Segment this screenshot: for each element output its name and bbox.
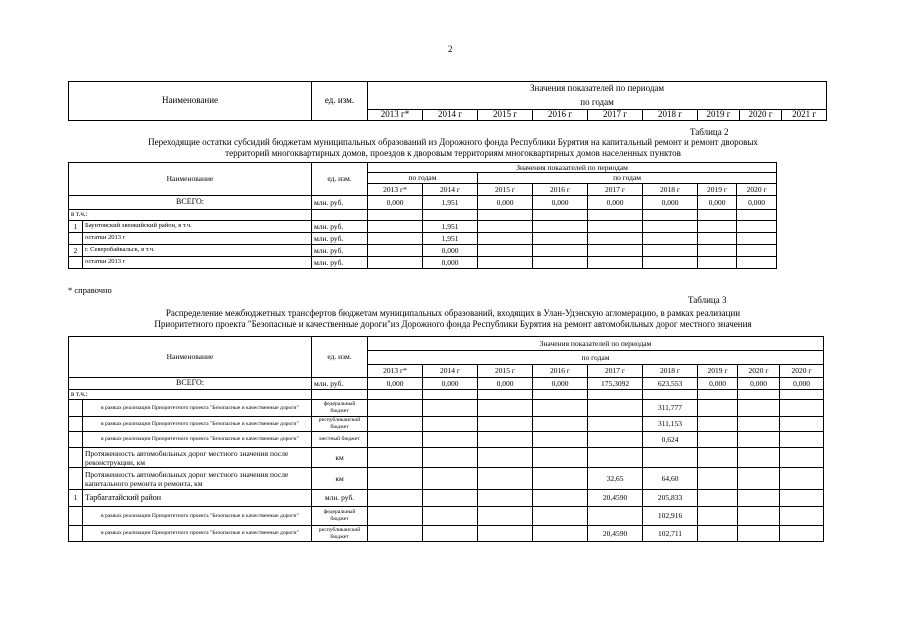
table-row (69, 526, 824, 542)
row-value (738, 490, 780, 507)
row-value (533, 468, 588, 490)
row-number (69, 448, 83, 468)
year-header: 2016 г (533, 110, 588, 121)
t2-year-header: 2017 г (588, 184, 643, 196)
row-number (69, 400, 83, 417)
row-value (533, 448, 588, 468)
row-value (533, 432, 588, 448)
row-unit: федеральный бюджет (312, 507, 368, 526)
row-unit: млн. руб. (312, 257, 368, 269)
row-value (738, 526, 780, 542)
t3-by-years: по годам (368, 351, 824, 365)
row-number: 1 (69, 221, 83, 233)
header-table (68, 81, 827, 121)
row-value (533, 507, 588, 526)
page-number: 2 (448, 44, 453, 54)
row-value (533, 417, 588, 432)
row-value (737, 245, 777, 257)
t3-total-value: 0,000 (780, 378, 824, 390)
row-name: остатки 2013 г (83, 257, 312, 269)
row-value-2018: 0,624 (643, 432, 698, 448)
row-value (478, 400, 533, 417)
t3-total-label: ВСЕГО: (69, 378, 312, 390)
t3-total-value: 0,000 (738, 378, 780, 390)
row-value-2018: 311,777 (643, 400, 698, 417)
row-value (478, 417, 533, 432)
row-value (368, 400, 423, 417)
row-name: Баунтовский эвенкийский район, в т.ч. (83, 221, 312, 233)
row-value-2014: 0,000 (423, 245, 478, 257)
row-unit: млн. руб. (312, 233, 368, 245)
row-value (643, 233, 698, 245)
t2-year-header: 2018 г (643, 184, 698, 196)
t3-year-header: 2020 г (738, 365, 780, 378)
row-value-2014: 1,951 (423, 221, 478, 233)
row-value-2018: 311,153 (643, 417, 698, 432)
row-unit: млн. руб. (312, 221, 368, 233)
table-row (69, 490, 824, 507)
t3-unit-header: ед. изм. (312, 337, 368, 378)
t2-total-value: 0,000 (478, 196, 533, 210)
row-name: г. Северобайкальск, в т.ч. (83, 245, 312, 257)
table2-number: Таблица 2 (690, 127, 729, 137)
row-number (69, 507, 83, 526)
table-row (69, 257, 777, 269)
table-row (69, 245, 777, 257)
table-row (69, 507, 824, 526)
t3-year-header: 2016 г (533, 365, 588, 378)
row-name: в рамках реализации Приоритетного проекта "Безопасные и качественные дороги" (83, 507, 312, 526)
t2-name-header: Наименование (69, 163, 312, 196)
row-value (423, 400, 478, 417)
row-value (588, 257, 643, 269)
row-value (368, 221, 423, 233)
row-value (588, 233, 643, 245)
row-value (780, 432, 824, 448)
t2-total-value: 1,951 (423, 196, 478, 210)
row-value (478, 507, 533, 526)
row-name: остатки 2013 г (83, 233, 312, 245)
row-value (423, 417, 478, 432)
row-value (368, 432, 423, 448)
t3-incl-label: в т.ч.: (69, 390, 312, 400)
row-value (780, 468, 824, 490)
row-number: 2 (69, 245, 83, 257)
row-value (698, 468, 738, 490)
t3-year-header: 2015 г (478, 365, 533, 378)
row-value (780, 448, 824, 468)
row-value (698, 233, 737, 245)
row-value (533, 245, 588, 257)
row-value (478, 245, 533, 257)
row-value (423, 507, 478, 526)
t2-total-value: 0,000 (588, 196, 643, 210)
row-value-2018: 102,916 (643, 507, 698, 526)
t3-total-value: 0,000 (698, 378, 738, 390)
t3-year-header: 2017 г (588, 365, 643, 378)
row-value (588, 245, 643, 257)
row-value (780, 417, 824, 432)
row-value (698, 400, 738, 417)
row-value (780, 400, 824, 417)
row-value (533, 490, 588, 507)
table-row (69, 221, 777, 233)
t2-total-label: ВСЕГО: (69, 196, 312, 210)
t3-total-unit: млн. руб. (312, 378, 368, 390)
name-header: Наименование (69, 82, 312, 121)
row-value-2017: 32,65 (588, 468, 643, 490)
table3-caption-line2: Приоритетного проекта "Безопасные и качественные дороги"из Дорожного фонда Республики Бурятия на ремонт автомобильных дорог местного значения (154, 319, 752, 329)
row-value-2017 (588, 507, 643, 526)
row-value (780, 507, 824, 526)
row-value (698, 448, 738, 468)
row-value (698, 417, 738, 432)
row-number (69, 468, 83, 490)
row-value (643, 245, 698, 257)
t3-year-header: 2020 г (780, 365, 824, 378)
year-header: 2015 г (478, 110, 533, 121)
row-value-2017 (588, 400, 643, 417)
table2-caption-line1: Переходящие остатки субсидий бюджетам муниципальных образований из Дорожного фонда Республики Бурятия на капитальный ремонт и ремонт дворовых (148, 137, 758, 147)
row-number (69, 233, 83, 245)
t3-name-header: Наименование (69, 337, 312, 378)
row-value (698, 490, 738, 507)
row-value (368, 507, 423, 526)
row-value (698, 507, 738, 526)
t3-year-header: 2014 г (423, 365, 478, 378)
t3-total-value: 0,000 (423, 378, 478, 390)
t2-unit-header: ед. изм. (312, 163, 368, 196)
t3-year-header: 2013 г* (368, 365, 423, 378)
year-header: 2018 г (643, 110, 698, 121)
row-value-2018: 205,833 (643, 490, 698, 507)
unit-header: ед. изм. (312, 82, 368, 121)
table-row (69, 400, 824, 417)
t2-total-value: 0,000 (737, 196, 777, 210)
table-row (69, 417, 824, 432)
t3-total-value: 0,000 (533, 378, 588, 390)
row-number (69, 417, 83, 432)
row-value (533, 257, 588, 269)
row-value (368, 417, 423, 432)
row-value (643, 221, 698, 233)
row-value-2014: 1,951 (423, 233, 478, 245)
t3-total-value: 175,3092 (588, 378, 643, 390)
row-value (738, 400, 780, 417)
t3-values-header: Значения показателей по периодам (368, 337, 824, 351)
t2-total-value: 0,000 (698, 196, 737, 210)
row-unit: км (312, 468, 368, 490)
t2-by-years-2: по годам (478, 173, 777, 184)
t2-year-header: 2014 г (423, 184, 478, 196)
row-value (698, 221, 737, 233)
row-value (368, 257, 423, 269)
t2-total-value: 0,000 (368, 196, 423, 210)
row-value (478, 432, 533, 448)
t2-by-years-1: по годам (368, 173, 478, 184)
row-value (368, 526, 423, 542)
year-header: 2021 г (782, 110, 827, 121)
table3 (68, 336, 824, 542)
row-value (738, 432, 780, 448)
row-value-2017 (588, 417, 643, 432)
row-name: Протяженность автомобильных дорог местного значения после капитального ремонта и ремонта, км (83, 468, 312, 490)
row-value (780, 526, 824, 542)
t2-year-header: 2015 г (478, 184, 533, 196)
table2-caption-line2: территорий многоквартирных домов, проездов к дворовым территориям многоквартирных домов населенных пунктов (225, 148, 681, 158)
table3-number: Таблица 3 (688, 295, 727, 305)
table-row (69, 448, 824, 468)
year-header: 2014 г (423, 110, 478, 121)
row-value (368, 245, 423, 257)
row-value (478, 221, 533, 233)
t2-year-header: 2020 г (737, 184, 777, 196)
row-name: Протяженность автомобильных дорог местного значения после реконструкции, км (83, 448, 312, 468)
row-number (69, 432, 83, 448)
t3-total-value: 0,000 (478, 378, 533, 390)
row-value (423, 490, 478, 507)
t3-total-value: 0,000 (368, 378, 423, 390)
row-value (533, 233, 588, 245)
table2 (68, 162, 777, 269)
row-value-2017 (588, 448, 643, 468)
row-value (698, 257, 737, 269)
row-value (738, 448, 780, 468)
row-value (698, 526, 738, 542)
row-value (423, 432, 478, 448)
row-value (368, 468, 423, 490)
row-value (478, 490, 533, 507)
row-name: Тарбагатайский район (83, 490, 312, 507)
row-value-2018 (643, 448, 698, 468)
row-value (423, 468, 478, 490)
table-row (69, 233, 777, 245)
t2-total-unit: млн. руб. (312, 196, 368, 210)
table-row (69, 468, 824, 490)
year-header: 2020 г (740, 110, 782, 121)
row-value (478, 448, 533, 468)
row-name: в рамках реализации Приоритетного проекта "Безопасные и качественные дороги" (83, 432, 312, 448)
row-unit: федеральный бюджет (312, 400, 368, 417)
t2-total-value: 0,000 (533, 196, 588, 210)
row-value (478, 526, 533, 542)
year-header: 2013 г* (368, 110, 423, 121)
t2-incl-label: в т.ч.: (69, 210, 312, 221)
row-value (737, 257, 777, 269)
t3-year-header: 2019 г (698, 365, 738, 378)
year-header: 2019 г (698, 110, 740, 121)
row-value (478, 257, 533, 269)
row-value (737, 233, 777, 245)
footnote: * справочно (68, 285, 112, 295)
t3-year-header: 2018 г (643, 365, 698, 378)
row-value (738, 507, 780, 526)
row-value-2017 (588, 432, 643, 448)
row-number (69, 526, 83, 542)
row-value (643, 257, 698, 269)
t2-year-header: 2013 г* (368, 184, 423, 196)
t2-total-value: 0,000 (643, 196, 698, 210)
row-unit: км (312, 448, 368, 468)
row-value (368, 490, 423, 507)
table-row (69, 432, 824, 448)
row-unit: местный бюджет (312, 432, 368, 448)
row-value-2018: 102,711 (643, 526, 698, 542)
row-value (533, 221, 588, 233)
row-value (780, 490, 824, 507)
row-name: в рамках реализации Приоритетного проекта "Безопасные и качественные дороги" (83, 400, 312, 417)
row-unit: республиканский бюджет (312, 417, 368, 432)
row-value (423, 448, 478, 468)
row-value (423, 526, 478, 542)
row-unit: млн. руб. (312, 245, 368, 257)
row-value (698, 432, 738, 448)
row-value-2014: 0,000 (423, 257, 478, 269)
row-value-2018: 64,60 (643, 468, 698, 490)
row-value (588, 221, 643, 233)
year-header: 2017 г (588, 110, 643, 121)
t2-year-header: 2019 г (698, 184, 737, 196)
row-value (478, 233, 533, 245)
values-header: Значения показателей по периодам (368, 82, 827, 96)
row-value (368, 448, 423, 468)
row-value (737, 221, 777, 233)
row-name: в рамках реализации Приоритетного проекта "Безопасные и качественные дороги" (83, 417, 312, 432)
row-value-2017: 20,4590 (588, 490, 643, 507)
row-number: 1 (69, 490, 83, 507)
row-unit: млн. руб. (312, 490, 368, 507)
row-unit: республиканский бюджет (312, 526, 368, 542)
row-name: в рамках реализации Приоритетного проекта "Безопасные и качественные дороги" (83, 526, 312, 542)
row-value (738, 417, 780, 432)
row-value (738, 468, 780, 490)
row-value (698, 245, 737, 257)
t2-values-header: Значения показателей по периодам (368, 163, 777, 173)
t2-year-header: 2016 г (533, 184, 588, 196)
row-value (533, 400, 588, 417)
row-number (69, 257, 83, 269)
row-value (478, 468, 533, 490)
t3-total-value: 623,553 (643, 378, 698, 390)
table3-caption-line1: Распределение межбюджетных трансфертов бюджетам муниципальных образований, входящих в Улан-Удэнскую агломерацию, в рамках реализации (165, 308, 741, 318)
row-value (533, 526, 588, 542)
row-value-2017: 20,4590 (588, 526, 643, 542)
by-years-header: по годам (368, 96, 827, 110)
row-value (368, 233, 423, 245)
